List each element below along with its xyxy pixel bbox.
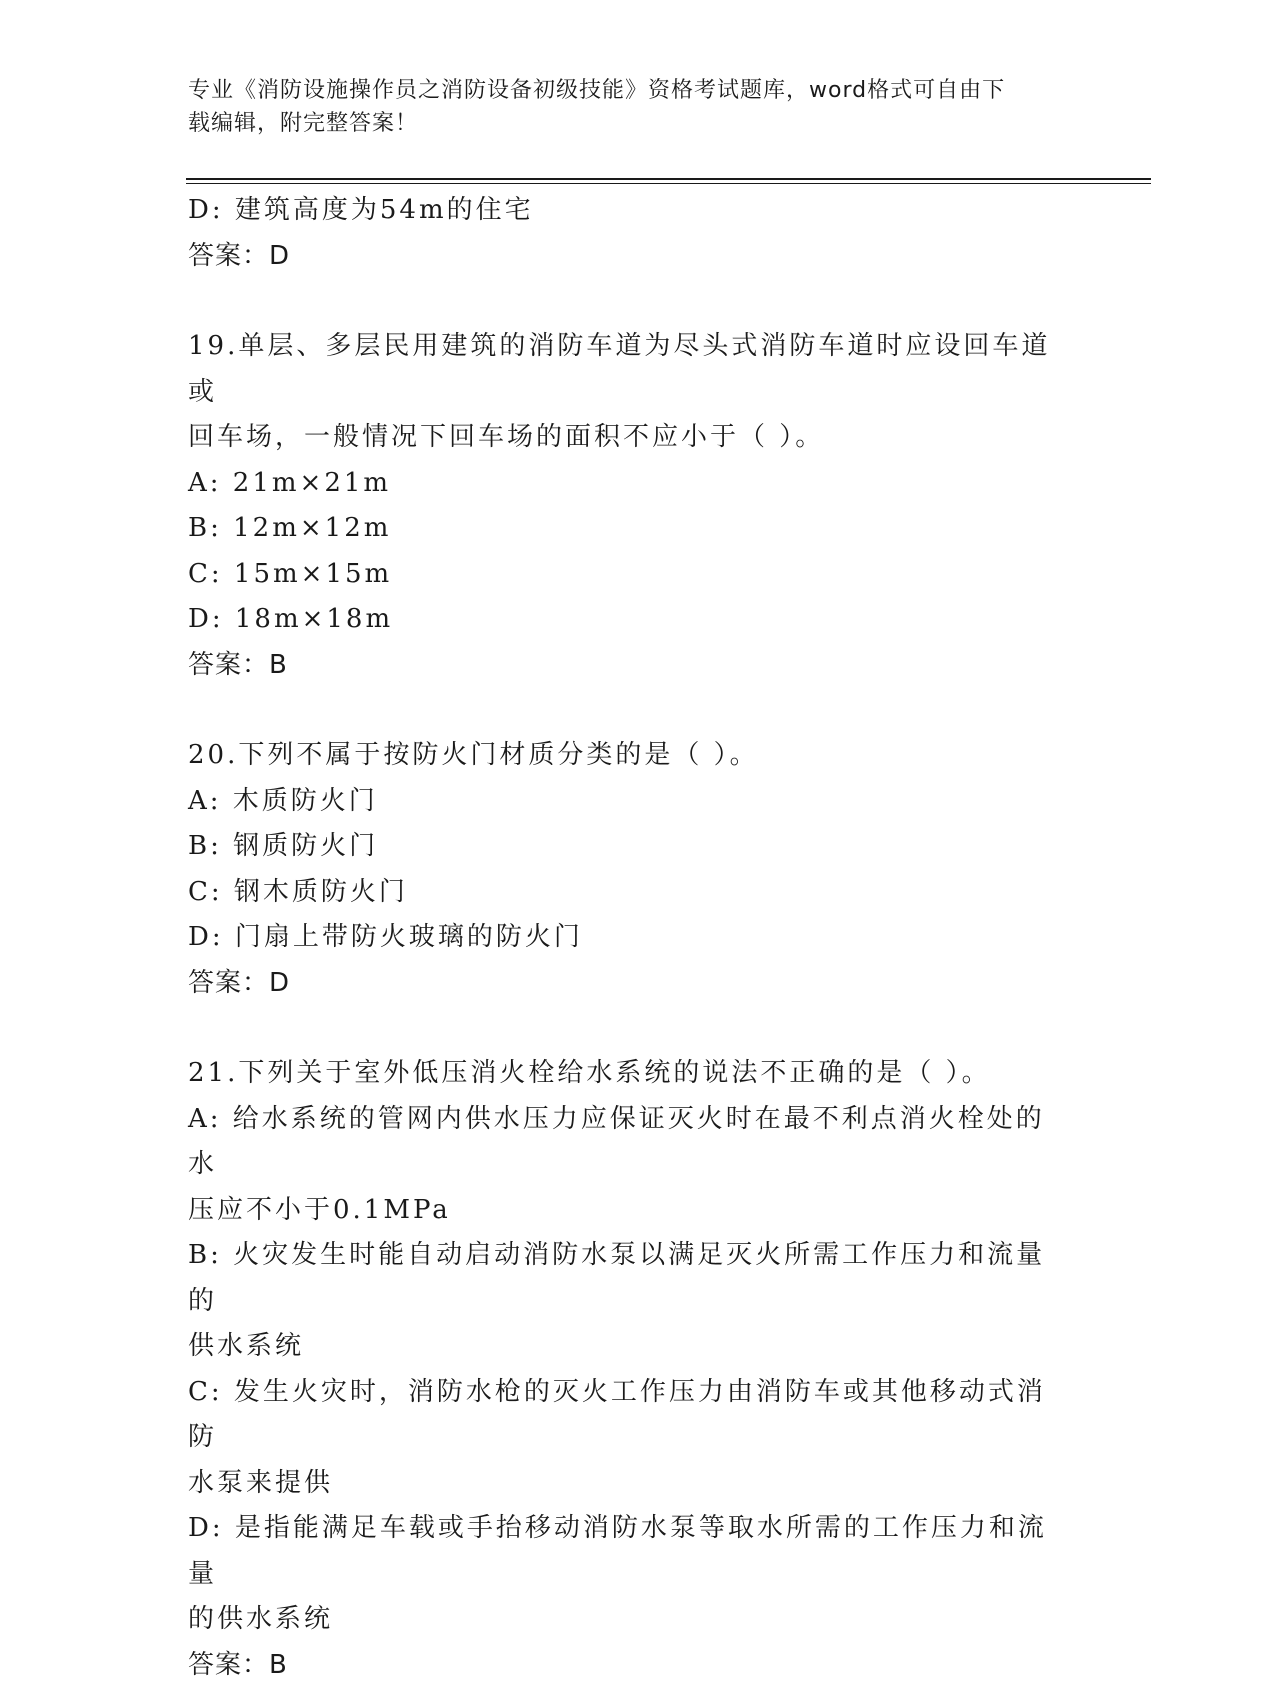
question-content bbox=[188, 188, 1068, 1688]
question-stem-continued: 回车场，一般情况下回车场的面积不应小于（ ）。 bbox=[188, 415, 1068, 461]
question-19 bbox=[188, 324, 1068, 688]
question-stem: 21.下列关于室外低压消火栓给水系统的说法不正确的是（ ）。 bbox=[188, 1051, 1068, 1097]
option-b-continued: 供水系统 bbox=[188, 1324, 1068, 1370]
header-divider-thick bbox=[186, 178, 1151, 180]
option-d-continued: 的供水系统 bbox=[188, 1597, 1068, 1643]
header-line-1: 专业《消防设施操作员之消防设备初级技能》资格考试题库，word格式可自由下 bbox=[188, 74, 1068, 107]
document-header bbox=[188, 74, 1068, 140]
option-d: D: 18m×18m bbox=[188, 597, 1068, 643]
header-divider-thin bbox=[186, 183, 1151, 184]
option-b: B: 12m×12m bbox=[188, 506, 1068, 552]
option-d: D: 是指能满足车载或手抬移动消防水泵等取水所需的工作压力和流量 bbox=[188, 1506, 1068, 1597]
option-a-continued: 压应不小于0.1MPa bbox=[188, 1188, 1068, 1234]
question-stem: 19.单层、多层民用建筑的消防车道为尽头式消防车道时应设回车道或 bbox=[188, 324, 1068, 415]
question-stem: 20.下列不属于按防火门材质分类的是（ ）。 bbox=[188, 733, 1068, 779]
option-a: A: 木质防火门 bbox=[188, 779, 1068, 825]
question-21 bbox=[188, 1051, 1068, 1688]
answer-line: 答案：D bbox=[188, 234, 1068, 280]
question-20 bbox=[188, 733, 1068, 1006]
option-a: A: 21m×21m bbox=[188, 461, 1068, 507]
option-c: C: 15m×15m bbox=[188, 552, 1068, 598]
carryover-question bbox=[188, 188, 1068, 279]
option-c: C: 钢木质防火门 bbox=[188, 870, 1068, 916]
option-b: B: 钢质防火门 bbox=[188, 824, 1068, 870]
option-c-continued: 水泵来提供 bbox=[188, 1461, 1068, 1507]
option-c: C: 发生火灾时，消防水枪的灭火工作压力由消防车或其他移动式消防 bbox=[188, 1370, 1068, 1461]
option-a: A: 给水系统的管网内供水压力应保证灭火时在最不利点消火栓处的水 bbox=[188, 1097, 1068, 1188]
option-d: D: 建筑高度为54m的住宅 bbox=[188, 188, 1068, 234]
answer-line: 答案：B bbox=[188, 643, 1068, 689]
header-line-2: 载编辑，附完整答案！ bbox=[188, 107, 1068, 140]
answer-line: 答案：D bbox=[188, 961, 1068, 1007]
option-d: D: 门扇上带防火玻璃的防火门 bbox=[188, 915, 1068, 961]
answer-line: 答案：B bbox=[188, 1643, 1068, 1688]
option-b: B: 火灾发生时能自动启动消防水泵以满足灭火所需工作压力和流量的 bbox=[188, 1233, 1068, 1324]
